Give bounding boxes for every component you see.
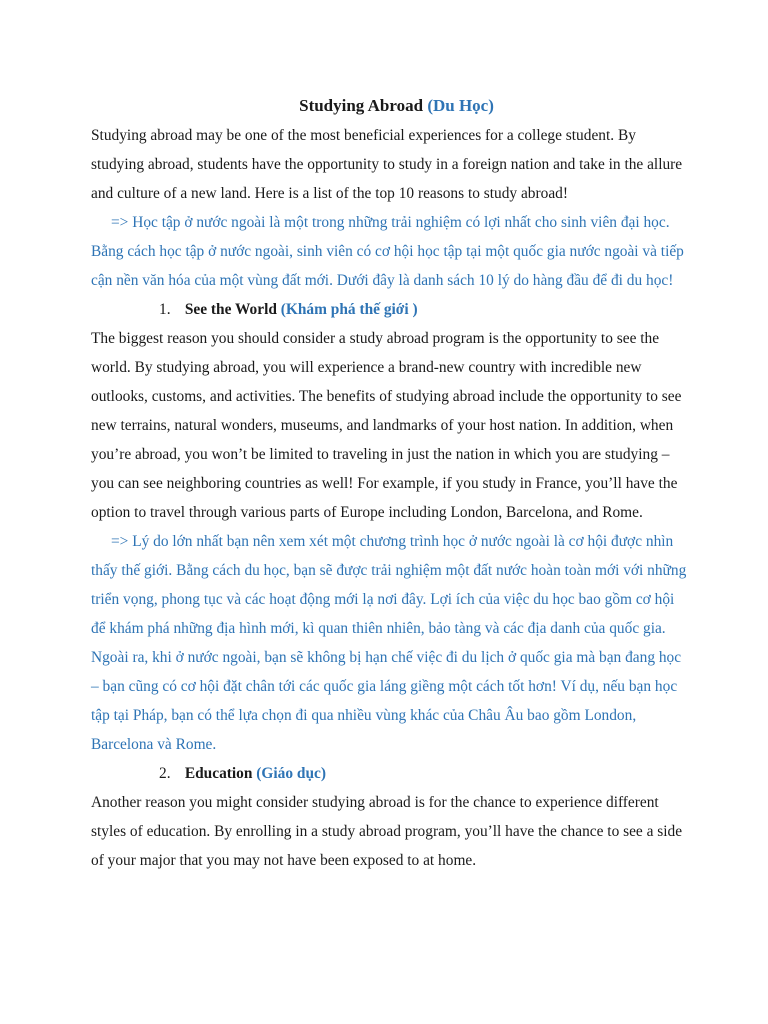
section-paragraph-english: Another reason you might consider studying abroad is for the chance to experience different styles of education. By enrolling in a study abroad program, you’ll have the chance to see a side of your major that you may not have been exposed to at home. bbox=[91, 794, 683, 869]
title-vietnamese: (Du Học) bbox=[427, 96, 494, 115]
section-heading-vietnamese: (Khám phá thế giới ) bbox=[280, 301, 418, 318]
page-title bbox=[91, 92, 692, 120]
intro-paragraph-vietnamese: => Học tập ở nước ngoài là một trong những trải nghiệm có lợi nhất cho sinh viên đại học. Bằng cách học tập ở nước ngoài, sinh viên có cơ hội học tập tại một quốc gia nước ngoài và tiếp cận nền văn hóa của một vùng đất mới. Dưới đây là danh sách 10 lý do hàng đầu để đi du học! bbox=[91, 214, 684, 289]
section-heading-english: See the World bbox=[184, 301, 277, 318]
section-heading-vietnamese: (Giáo dục) bbox=[256, 765, 326, 782]
section-number: 2. bbox=[159, 765, 171, 782]
section-number: 1. bbox=[159, 301, 171, 318]
section-paragraph-english: The biggest reason you should consider a study abroad program is the opportunity to see the world. By studying abroad, you will experience a brand-new country with incredible new outlooks, customs, and activities. The benefits of studying abroad include the opportunity to see new terrains, natural wonders, museums, and landmarks of your host nation. In addition, when you’re abroad, you won’t be limited to traveling in just the nation in which you are studying – you can see neighboring countries as well! For example, if you study in France, you’ll have the option to travel through various parts of Europe including London, Barcelona, and Rome. bbox=[91, 330, 682, 521]
intro-paragraph-english: Studying abroad may be one of the most beneficial experiences for a college student. By studying abroad, students have the opportunity to study in a foreign nation and take in the allure and culture of a new land. Here is a list of the top 10 reasons to study abroad! bbox=[91, 127, 683, 202]
section-heading-see-the-world bbox=[91, 295, 692, 324]
section-heading-english: Education bbox=[184, 765, 253, 782]
section-paragraph-vietnamese: => Lý do lớn nhất bạn nên xem xét một chương trình học ở nước ngoài là cơ hội được nhìn thấy thế giới. Bằng cách du học, bạn sẽ được trải nghiệm một đất nước hoàn toàn mới với những triển vọng, phong tục và các hoạt động mới lạ nơi đây. Lợi ích của việc du học bao gồm cơ hội để khám phá những địa hình mới, kì quan thiên nhiên, bảo tàng và các địa danh của quốc gia. Ngoài ra, khi ở nước ngoài, bạn sẽ không bị hạn chế việc đi du lịch ở quốc gia mà bạn đang học – bạn cũng có cơ hội đặt chân tới các quốc gia láng giềng một cách tốt hơn! Ví dụ, nếu bạn học tập tại Pháp, bạn có thể lựa chọn đi qua nhiều vùng khác của Châu Âu bao gồm London, Barcelona và Rome. bbox=[91, 533, 687, 753]
title-english: Studying Abroad bbox=[299, 96, 424, 115]
section-heading-education bbox=[91, 759, 692, 788]
